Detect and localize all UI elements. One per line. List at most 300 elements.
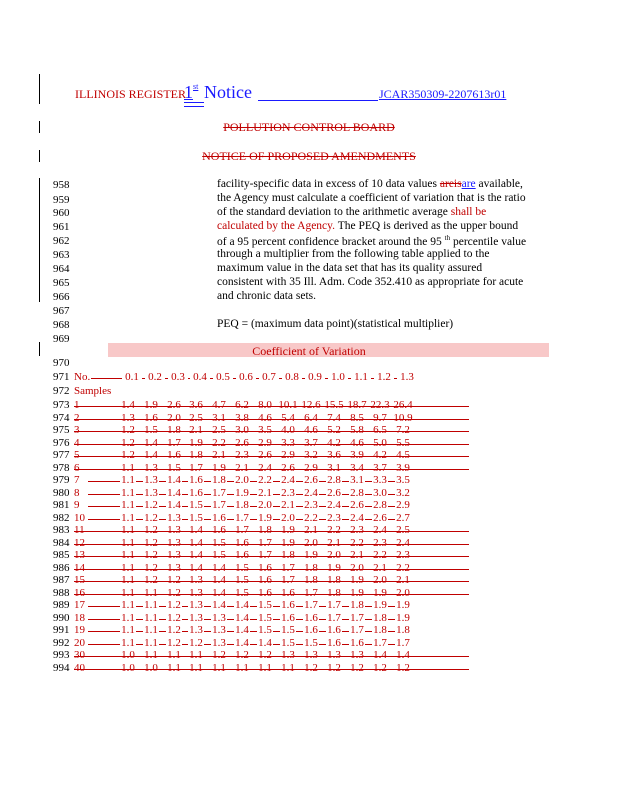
table-cell: 1.3 [189,599,203,611]
table-cell: 2.6 [373,511,387,524]
row-dash [88,644,120,645]
row-strikethrough [74,531,469,532]
table-cell: 1.3 [167,561,181,574]
row-dash [204,494,211,495]
table-cell: 1.2 [373,661,387,674]
header-dash [371,378,374,379]
table-cell: 4.2 [327,436,341,449]
line-number: 983 [53,524,70,536]
table-cell: 1.3 [144,474,158,486]
table-cell: 4.7 [212,399,226,411]
table-cell: 5.8 [350,424,364,436]
table-cell: 1.8 [373,624,387,636]
table-cell: 3.4 [350,461,364,474]
table-cell: 1.8 [304,574,318,586]
table-cell: 8.0 [258,399,272,411]
table-cell: 1.7 [327,599,341,611]
table-title: Coefficient of Variation [252,344,366,358]
table-cell: 1.4 [258,636,272,649]
table-cell: 10.9 [393,411,413,424]
line-number: 972 [53,385,70,397]
table-cell: 1.6 [327,624,341,636]
double-underline [184,102,204,107]
table-cell: 1.2 [144,561,158,574]
table-cell: 2.0 [350,561,364,574]
row-dash [136,644,143,645]
table-cell: 1.7 [281,561,295,574]
cv-header-value: 0.8 [285,371,299,383]
body-line-959: the Agency must calculate a coefficient of variation that is the ratio [217,192,526,204]
line-number: 982 [53,511,70,524]
table-cell: 1.7 [350,611,364,624]
table-cell: 2.2 [373,549,387,561]
table-cell: 1.9 [396,611,410,624]
sample-count: 1 [74,399,80,411]
table-cell: 3.5 [396,474,410,486]
table-cell: 1.1 [121,461,135,474]
row-dash [342,606,349,607]
table-cell: 1.7 [304,586,318,599]
row-dash [227,644,234,645]
sample-count: 17 [74,599,85,611]
table-cell: 2.6 [327,486,341,499]
sample-count: 12 [74,536,85,549]
table-cell: 1.7 [373,636,387,649]
sample-count: 30 [74,649,85,661]
table-cell: 1.1 [121,549,135,561]
table-cell: 1.0 [121,661,135,674]
table-cell: 1.9 [373,599,387,611]
table-cell: 1.7 [350,624,364,636]
table-cell: 12.6 [301,399,321,411]
row-dash [136,619,143,620]
table-cell: 1.5 [258,611,272,624]
table-cell: 1.5 [235,574,249,586]
header-dash [188,378,190,379]
table-cell: 1.3 [350,649,364,661]
table-cell: 5.4 [281,411,295,424]
table-cell: 1.0 [121,649,135,661]
table-cell: 7.4 [327,411,341,424]
table-cell: 1.8 [327,586,341,599]
table-cell: 1.2 [189,636,203,649]
table-cell: 3.9 [350,449,364,461]
table-cell: 1.1 [167,649,181,661]
table-cell: 2.0 [167,411,181,424]
table-cell: 15.5 [324,399,344,411]
line-number: 992 [53,636,70,649]
table-cell: 2.5 [396,524,410,536]
table-cell: 1.5 [189,511,203,524]
table-cell: 1.1 [144,611,158,624]
table-cell: 1.7 [235,511,249,524]
table-cell: 4.5 [396,449,410,461]
table-cell: 1.4 [212,561,226,574]
line-number: 989 [53,599,70,611]
table-cell: 4.2 [373,449,387,461]
table-cell: 2.4 [281,474,295,486]
table-cell: 18.7 [347,399,367,411]
table-cell: 1.4 [189,549,203,561]
row-dash [182,506,188,507]
table-cell: 2.5 [189,411,203,424]
table-cell: 1.3 [212,611,226,624]
table-cell: 1.3 [189,611,203,624]
table-cell: 2.3 [304,499,318,511]
row-dash [365,519,372,520]
table-cell: 1.6 [281,586,295,599]
header-dash [302,378,305,379]
table-cell: 2.6 [350,499,364,511]
line-number: 960 [53,207,70,219]
line-number: 985 [53,549,70,561]
table-cell: 5.0 [373,436,387,449]
sample-count: 4 [74,436,80,449]
samples-row [53,385,111,397]
body-line-964: maximum value in the data set that has its quality assured [217,262,483,274]
table-cell: 1.3 [189,586,203,599]
row-dash [319,606,326,607]
table-cell: 1.9 [304,549,318,561]
line-number: 970 [53,357,70,369]
table-cell: 1.1 [121,486,135,499]
table-cell: 1.3 [189,624,203,636]
table-cell: 1.8 [350,599,364,611]
sample-count: 16 [74,586,85,599]
body-line-962: of a 95 percent confidence bracket around the 95 $^{th}$ percentile value [217,234,527,248]
table-cell: 2.2 [350,536,364,549]
table-cell: 2.6 [258,449,272,461]
table-cell: 1.8 [189,449,203,461]
table-cell: 1.5 [281,624,295,636]
table-cell: 1.6 [189,474,203,486]
row-strikethrough [74,431,469,432]
table-cell: 1.8 [373,611,387,624]
sample-count: 9 [74,499,80,511]
table-cell: 1.4 [235,599,249,611]
sample-count: 19 [74,624,85,636]
body-line-960: of the standard deviation to the arithmetic average shall be [217,206,487,218]
row-dash [159,619,166,620]
table-cell: 2.6 [304,474,318,486]
table-cell: 1.7 [212,499,226,511]
table-cell: 6.2 [235,399,249,411]
table-cell: 2.1 [304,524,318,536]
line-number: 978 [53,461,70,474]
table-cell: 4.6 [350,436,364,449]
table-cell: 1.5 [212,549,226,561]
table-cell: 1.1 [121,561,135,574]
line-number: 977 [53,449,70,461]
table-cell: 3.9 [396,461,410,474]
table-cell: 1.7 [304,599,318,611]
row-dash [273,606,280,607]
table-cell: 1.1 [121,511,135,524]
table-cell: 1.2 [258,649,272,661]
table-cell: 1.3 [189,574,203,586]
table-cell: 1.1 [144,649,158,661]
table-cell: 1.7 [396,636,410,649]
row-dash [182,619,188,620]
row-dash [182,606,188,607]
row-dash [159,519,166,520]
row-dash [88,606,120,607]
row-dash [342,644,349,645]
table-cell: 2.0 [258,499,272,511]
table-cell: 2.2 [258,474,272,486]
row-dash [388,619,395,620]
table-cell: 1.2 [167,599,181,611]
row-strikethrough [74,581,469,582]
header-dash [233,378,236,379]
row-strikethrough [74,556,469,557]
table-cell: 1.4 [235,636,249,649]
sample-count: 40 [74,661,85,674]
table-cell: 1.2 [121,424,135,436]
line-number: 975 [53,424,70,436]
row-dash [319,644,326,645]
table-cell: 1.5 [235,561,249,574]
table-header-row [53,371,90,383]
line-number: 971 [53,371,70,383]
table-cell: 2.1 [350,549,364,561]
table-cell: 1.2 [212,649,226,661]
table-cell: 2.0 [304,536,318,549]
row-dash [273,519,280,520]
table-cell: 2.1 [258,486,272,499]
table-cell: 2.4 [327,499,341,511]
table-cell: 1.2 [167,624,181,636]
row-dash [159,506,166,507]
row-dash [296,644,303,645]
row-strikethrough [74,669,469,670]
table-cell: 1.4 [121,399,135,411]
body-line-961: calculated by the Agency. The PEQ is derived as the upper bound [217,220,519,232]
row-dash [388,481,395,482]
line-number: 966 [53,291,70,303]
body-line-966: and chronic data sets. [217,290,316,302]
table-cell: 1.6 [258,574,272,586]
table-cell: 1.6 [258,586,272,599]
table-cell: 1.1 [144,599,158,611]
row-dash [319,619,326,620]
row-dash [227,494,234,495]
table-cell: 1.3 [167,549,181,561]
table-cell: 1.6 [235,549,249,561]
table-cell: 2.6 [235,436,249,449]
amendments-title: NOTICE OF PROPOSED AMENDMENTS [202,149,416,163]
table-cell: 1.3 [281,649,295,661]
table-cell: 1.0 [144,661,158,674]
table-cell: 1.6 [212,511,226,524]
row-dash [136,494,143,495]
table-cell: 2.9 [258,436,272,449]
table-cell: 2.1 [373,561,387,574]
line-number: 964 [53,263,70,275]
table-cell: 2.2 [304,511,318,524]
row-dash [204,644,211,645]
row-dash [227,506,234,507]
row-dash [365,644,372,645]
line-number: 963 [53,249,70,261]
row-dash [388,519,395,520]
table-cell: 2.0 [327,549,341,561]
sample-count: 18 [74,611,85,624]
row-dash [296,606,303,607]
sample-count: 6 [74,461,80,474]
row-dash [227,619,234,620]
row-dash [204,481,211,482]
table-cell: 4.6 [304,424,318,436]
row-dash [136,481,143,482]
table-cell: 1.9 [327,561,341,574]
row-dash [250,481,257,482]
table-cell: 2.0 [281,511,295,524]
table-cell: 2.4 [258,461,272,474]
cv-header-value: 0.2 [148,371,162,383]
row-dash [296,631,303,632]
table-cell: 2.0 [235,474,249,486]
table-cell: 1.1 [189,661,203,674]
table-cell: 1.6 [212,524,226,536]
line-number: 958 [53,179,70,191]
line-number: 984 [53,536,70,549]
row-dash [250,519,257,520]
row-dash [88,481,120,482]
table-cell: 1.5 [281,636,295,649]
samples-label: Samples [74,385,112,397]
table-cell: 1.2 [167,636,181,649]
table-cell: 1.4 [144,436,158,449]
row-dash [319,506,326,507]
row-dash [88,519,120,520]
register-title: ILLINOIS REGISTER [75,87,186,101]
issue-number: 1 [184,82,193,102]
table-cell: 26.4 [393,399,413,411]
table-cell: 1.1 [121,599,135,611]
row-strikethrough [74,594,469,595]
row-dash [319,631,326,632]
row-dash [388,506,395,507]
table-cell: 2.9 [304,461,318,474]
table-cell: 1.7 [281,574,295,586]
table-cell: 1.4 [212,586,226,599]
line-number: 981 [53,499,70,511]
row-dash [296,481,303,482]
row-dash [296,519,303,520]
sample-count: 14 [74,561,85,574]
header-dash [279,378,282,379]
sample-count: 13 [74,549,85,561]
table-cell: 1.4 [144,449,158,461]
table-cell: 1.5 [144,424,158,436]
row-dash [159,631,166,632]
table-cell: 1.7 [167,436,181,449]
line-number: 974 [53,411,70,424]
table-cell: 1.1 [121,586,135,599]
row-dash [342,519,349,520]
table-cell: 2.9 [396,499,410,511]
row-dash [182,631,188,632]
sample-count: 8 [74,486,80,499]
table-cell: 2.3 [350,524,364,536]
jcar-code: JCAR350309-2207613r01 [379,87,507,101]
header-dash [325,378,328,379]
row-strikethrough [74,444,469,445]
table-cell: 1.8 [281,549,295,561]
table-cell: 1.3 [212,636,226,649]
row-dash [204,519,211,520]
table-cell: 2.0 [373,574,387,586]
row-dash [250,644,257,645]
row-dash [250,506,257,507]
row-dash [182,494,188,495]
cv-header-value: 0.3 [171,371,185,383]
line-number: 993 [53,649,70,661]
row-dash [182,644,188,645]
row-dash [342,481,349,482]
table-cell: 1.4 [189,561,203,574]
table-cell: 1.3 [327,649,341,661]
table-cell: 1.8 [235,499,249,511]
table-cell: 22.3 [370,399,390,411]
change-bar [39,178,40,302]
table-cell: 1.2 [167,586,181,599]
cv-header-value: 0.6 [239,371,253,383]
table-cell: 3.0 [235,424,249,436]
table-cell: 2.8 [373,499,387,511]
table-cell: 1.5 [258,599,272,611]
line-number: 986 [53,561,70,574]
table-cell: 1.8 [167,424,181,436]
line-number: 979 [53,474,70,486]
table-cell: 1.1 [235,661,249,674]
table-cell: 3.1 [212,411,226,424]
table-cell: 1.1 [121,636,135,649]
table-cell: 5.2 [327,424,341,436]
row-dash [388,494,395,495]
line-number: 990 [53,611,70,624]
table-cell: 2.9 [281,449,295,461]
row-dash [182,481,188,482]
row-dash [204,619,211,620]
table-cell: 3.7 [304,436,318,449]
row-dash [227,481,234,482]
row-dash [388,644,395,645]
table-cell: 8.5 [350,411,364,424]
sample-count: 2 [74,411,80,424]
row-dash [365,619,372,620]
table-cell: 1.4 [235,624,249,636]
table-cell: 1.9 [144,399,158,411]
table-cell: 1.2 [396,661,410,674]
row-strikethrough [74,544,469,545]
sample-count: 3 [74,424,80,436]
table-cell: 1.1 [121,536,135,549]
body-line-958: facility-specific data in excess of 10 data values areisare available, [217,178,523,190]
table-cell: 2.5 [212,424,226,436]
body-line-963: through a multiplier from the following table applied to the [217,248,490,260]
table-cell: 1.6 [281,611,295,624]
table-cell: 2.3 [396,549,410,561]
table-cell: 1.4 [167,486,181,499]
table-cell: 1.1 [121,499,135,511]
row-dash [319,481,326,482]
row-dash [296,506,303,507]
line-number: 959 [53,194,70,206]
table-cell: 1.8 [212,474,226,486]
row-dash [342,631,349,632]
